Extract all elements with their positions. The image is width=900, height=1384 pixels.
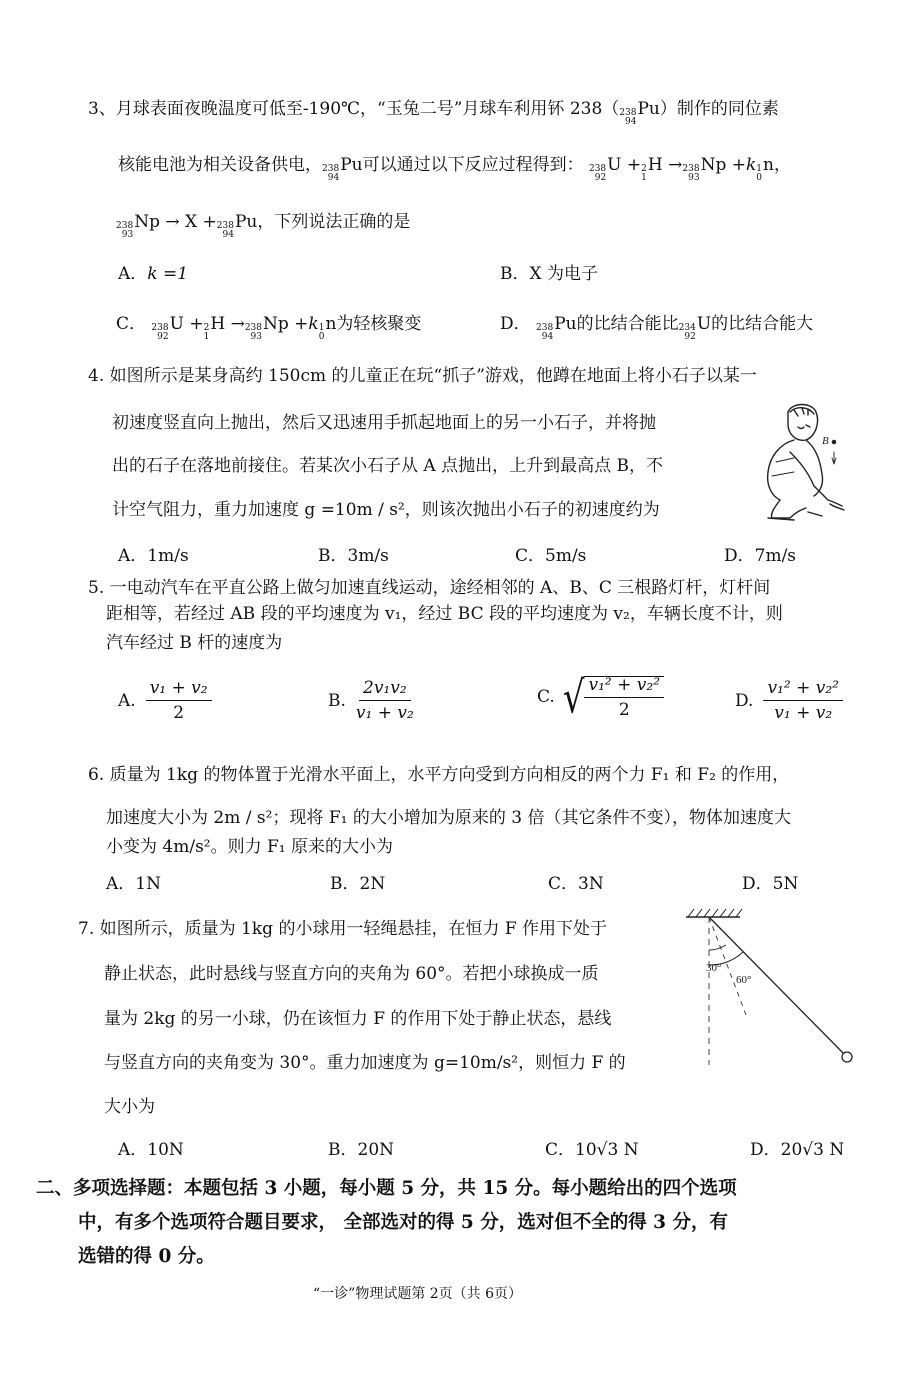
option-text: 20√3 N [780, 1140, 845, 1160]
option-text: 1N [135, 874, 161, 894]
q3-text-1: 月球表面夜晚温度可低至-190℃，“玉兔二号”月球车利用钚 238（ [115, 99, 620, 119]
pu-mass: 238 [216, 221, 234, 231]
u234-mass: 234 [678, 323, 696, 333]
u-letter: U [696, 314, 712, 334]
q7-line1 [78, 921, 607, 938]
option-label: D. [735, 690, 754, 711]
q5-line1 [88, 580, 770, 597]
option-label: D． [742, 874, 773, 894]
n-letter: n [763, 155, 774, 175]
q3-option-b [500, 266, 598, 283]
q7-line5: 大小为 [104, 1097, 155, 1117]
np-letters: Np [263, 314, 289, 334]
option-label: B． [500, 264, 530, 284]
reaction-2 [116, 214, 257, 239]
stone-b [832, 440, 835, 443]
fraction [584, 676, 664, 719]
point-b-label: B [822, 435, 829, 447]
option-text: 2N [359, 874, 386, 894]
k-symbol: k [308, 314, 319, 334]
q6-number: 6. [88, 765, 105, 785]
n-mass: 1 [756, 164, 763, 174]
option-label: B． [328, 1140, 358, 1160]
k-symbol: k [745, 155, 757, 175]
q4-number: 4. [88, 366, 105, 386]
h-z: 1 [203, 332, 210, 342]
np-z: 93 [688, 173, 700, 183]
h-mass: 2 [641, 164, 647, 174]
fraction-numerator: v₁ + v₂ [146, 680, 212, 701]
u-mass: 238 [588, 164, 607, 174]
q5-option-d [735, 680, 843, 722]
option-text: 的比结合能比 [576, 314, 679, 334]
pu238-symbol [619, 101, 660, 126]
q3-option-c [116, 316, 421, 341]
q3-text-2a: 核能电池为相关设备供电， [118, 155, 322, 175]
fraction-numerator: v₁² + v₂² [763, 680, 843, 701]
np-letters: Np [134, 212, 160, 232]
np-mass: 238 [682, 164, 700, 174]
fraction [356, 680, 414, 722]
q6-text-1: 质量为 1kg 的物体置于光滑水平面上，水平方向受到方向相反的两个力 F₁ 和 F₂ 的作用， [109, 765, 790, 785]
h-mass: 2 [203, 323, 210, 333]
option-text: X 为电子 [529, 264, 599, 284]
option-text: 3m/s [347, 546, 389, 566]
q4-line3: 出的石子在落地前接住。若某次小石子从 A 点抛出，上升到最高点 B，不 [112, 456, 663, 476]
plus: + [294, 314, 309, 334]
q4-option-b [318, 548, 389, 565]
fraction-numerator: 2v₁v₂ [359, 680, 411, 701]
arrow: → [668, 155, 683, 175]
option-text: k =1 [147, 264, 189, 284]
q7-option-d [750, 1142, 844, 1159]
section2-line2: 中，有多个选项符合题目要求， 全部选对的得 5 分，选对但不全的得 3 分，有 [78, 1212, 728, 1233]
q6-option-c [548, 876, 604, 893]
stone-motion [832, 452, 836, 464]
h-letter: H [647, 155, 663, 175]
q7-line3: 量为 2kg 的另一小球，仍在该恒力 F 的作用下处于静止状态，悬线 [104, 1009, 612, 1029]
option-text: 为轻核聚变 [336, 314, 422, 334]
shirt-lines [772, 458, 794, 476]
pu238-symbol-3 [536, 316, 577, 341]
arrow: → [165, 212, 180, 232]
plus: + [189, 314, 204, 334]
q7-number: 7. [78, 919, 95, 939]
np-z: 93 [250, 332, 262, 342]
fraction-denominator: v₁ + v₂ [774, 703, 833, 723]
angle-30-label: 30° [706, 962, 722, 974]
option-label: C. [537, 687, 555, 707]
section2-line3: 选错的得 0 分。 [78, 1246, 215, 1267]
option-label: B． [318, 546, 348, 566]
n-letter: n [325, 314, 337, 334]
q3-text-3: ，下列说法正确的是 [257, 212, 411, 232]
u-z: 92 [157, 332, 169, 342]
pu-letters: Pu [340, 155, 363, 175]
n-mass: 1 [318, 323, 325, 333]
q4-text-1: 如图所示是某身高约 150cm 的儿童正在玩“抓子”游戏，他蹲在地面上将小石子以某一 [109, 366, 757, 386]
fraction [146, 680, 212, 722]
section2-line1: 二、多项选择题：本题包括 3 小题，每小题 5 分，共 15 分。每小题给出的四个选项 [36, 1178, 737, 1199]
sqrt-sign: √ [562, 671, 585, 724]
u234-z: 92 [684, 332, 696, 342]
option-label: D． [500, 314, 531, 334]
pu-letters: Pu [554, 314, 577, 334]
fraction-numerator: v₁² + v₂² [584, 677, 664, 698]
q3-option-a [118, 266, 188, 283]
q3-text-1-tail: ）制作的同位素 [659, 99, 779, 119]
q4-option-d [724, 548, 796, 565]
q4-line2: 初速度竖直向上抛出，然后又迅速用手抓起地面上的另一小石子，并将抛 [112, 413, 656, 433]
q5-option-b [328, 680, 414, 722]
option-label: B． [330, 874, 360, 894]
reaction-1-repeat [151, 316, 336, 341]
q6-option-d [742, 876, 798, 893]
q6-line2: 加速度大小为 2m / s²；现将 F₁ 的大小增加为原来的 3 倍（其它条件不变），物体加速度大 [106, 808, 791, 828]
q3-text-2b: 可以通过以下反应过程得到： [362, 155, 584, 175]
q6-option-a [106, 876, 161, 893]
option-label: D． [724, 546, 755, 566]
q3-line3 [116, 214, 410, 239]
q7-text-1: 如图所示，质量为 1kg 的小球用一轻绳悬挂，在恒力 F 作用下处于 [99, 919, 608, 939]
q7-option-a [118, 1142, 184, 1159]
ceiling-hatch [688, 909, 742, 917]
option-label: B. [328, 690, 346, 711]
arrow: → [230, 314, 245, 334]
np-letters: Np [700, 155, 727, 175]
h-letter: H [210, 314, 226, 334]
pu-z: 94 [541, 332, 554, 342]
pu-letters: Pu [234, 212, 258, 232]
x-plus: X + [185, 212, 217, 232]
fraction-denominator: 2 [618, 700, 630, 720]
option-label: C． [548, 874, 579, 894]
string [709, 917, 845, 1055]
u-mass: 238 [151, 323, 169, 333]
q5-number: 5. [88, 578, 105, 598]
child-chest [806, 440, 823, 496]
u-letter: U [169, 314, 184, 334]
option-text: 20N [357, 1140, 395, 1160]
np-mass: 238 [116, 221, 134, 231]
option-text: 10√3 N [575, 1140, 639, 1160]
n-z: 0 [318, 332, 325, 342]
q6-line3: 小变为 4m/s²。则力 F₁ 原来的大小为 [106, 837, 394, 857]
pu-z: 94 [327, 173, 340, 183]
option-text: 1m/s [147, 546, 189, 566]
angle-60-label: 60° [736, 974, 752, 986]
n-z: 0 [756, 173, 763, 183]
option-label: C． [116, 314, 147, 334]
child-face [798, 425, 810, 429]
q4-line4: 计空气阻力，重力加速度 g =10m / s²，则该次抛出小石子的初速度约为 [112, 500, 660, 520]
option-text: 10N [147, 1140, 184, 1160]
pu238-symbol-2 [322, 157, 363, 182]
option-label: A. [118, 690, 136, 711]
np-z: 93 [121, 230, 134, 240]
ball [842, 1052, 852, 1062]
q3-number: 3、 [88, 99, 116, 119]
q6-option-b [330, 876, 385, 893]
q4-option-c [515, 548, 586, 565]
child-hair [790, 408, 814, 416]
q5-option-c [537, 671, 664, 724]
q7-option-b [328, 1142, 394, 1159]
pendulum-figure [680, 905, 870, 1070]
option-text: 5m/s [545, 546, 587, 566]
q5-line2: 距相等，若经过 AB 段的平均速度为 v₁，经过 BC 段的平均速度为 v₂，车辆长度不计，则 [106, 604, 783, 624]
angle-arc-30 [709, 945, 726, 950]
q3-line2 [118, 157, 791, 182]
np-mass: 238 [244, 323, 262, 333]
pu-mass: 238 [619, 108, 637, 118]
pu-z: 94 [625, 117, 637, 127]
child-legs [771, 500, 806, 518]
q5-option-a [118, 680, 212, 722]
pu-mass: 238 [536, 323, 554, 333]
option-label: D． [750, 1140, 781, 1160]
fraction-denominator: 2 [173, 703, 185, 723]
plus: + [731, 155, 746, 175]
child-hand [828, 500, 844, 510]
option-label: A． [118, 1140, 148, 1160]
pu-z: 94 [222, 230, 234, 240]
u-z: 92 [594, 173, 607, 183]
q4-line1 [88, 368, 757, 385]
q4-option-a [118, 548, 189, 565]
pu-letters: Pu [637, 99, 660, 119]
fraction [763, 680, 843, 722]
u-letter: U [607, 155, 622, 175]
option-label: A． [118, 264, 148, 284]
option-text: 7m/s [754, 546, 797, 566]
q3-line1 [88, 101, 779, 126]
fraction-denominator: v₁ + v₂ [355, 703, 414, 723]
option-text: 3N [578, 874, 604, 894]
option-label: C． [515, 546, 546, 566]
q7-option-c [545, 1142, 639, 1159]
pu-mass: 238 [322, 164, 340, 174]
h-z: 1 [641, 173, 647, 183]
child-back [768, 440, 794, 500]
q7-line4: 与竖直方向的夹角变为 30°。重力加速度为 g=10m/s²，则恒力 F 的 [104, 1053, 626, 1073]
u234-symbol [679, 316, 712, 341]
option-text: 的比结合能大 [711, 314, 814, 334]
q5-line3: 汽车经过 B 杆的速度为 [106, 633, 283, 653]
q5-text-1: 一电动汽车在平直公路上做匀加速直线运动，途经相邻的 A、B、C 三根路灯杆，灯杆间 [109, 578, 771, 598]
q3-option-d [500, 316, 813, 341]
option-text: 5N [772, 874, 799, 894]
q6-line1 [88, 767, 789, 784]
q7-line2: 静止状态，此时悬线与竖直方向的夹角为 60°。若把小球换成一质 [104, 964, 599, 984]
plus: + [626, 155, 642, 175]
comma: ， [773, 155, 791, 175]
option-label: C． [545, 1140, 576, 1160]
option-label: A． [106, 874, 136, 894]
page-footer: “一诊”物理试题第 2页（共 6页） [313, 1286, 523, 1302]
reaction-1 [589, 157, 791, 182]
option-label: A． [118, 546, 148, 566]
child-playing-figure [750, 400, 860, 525]
